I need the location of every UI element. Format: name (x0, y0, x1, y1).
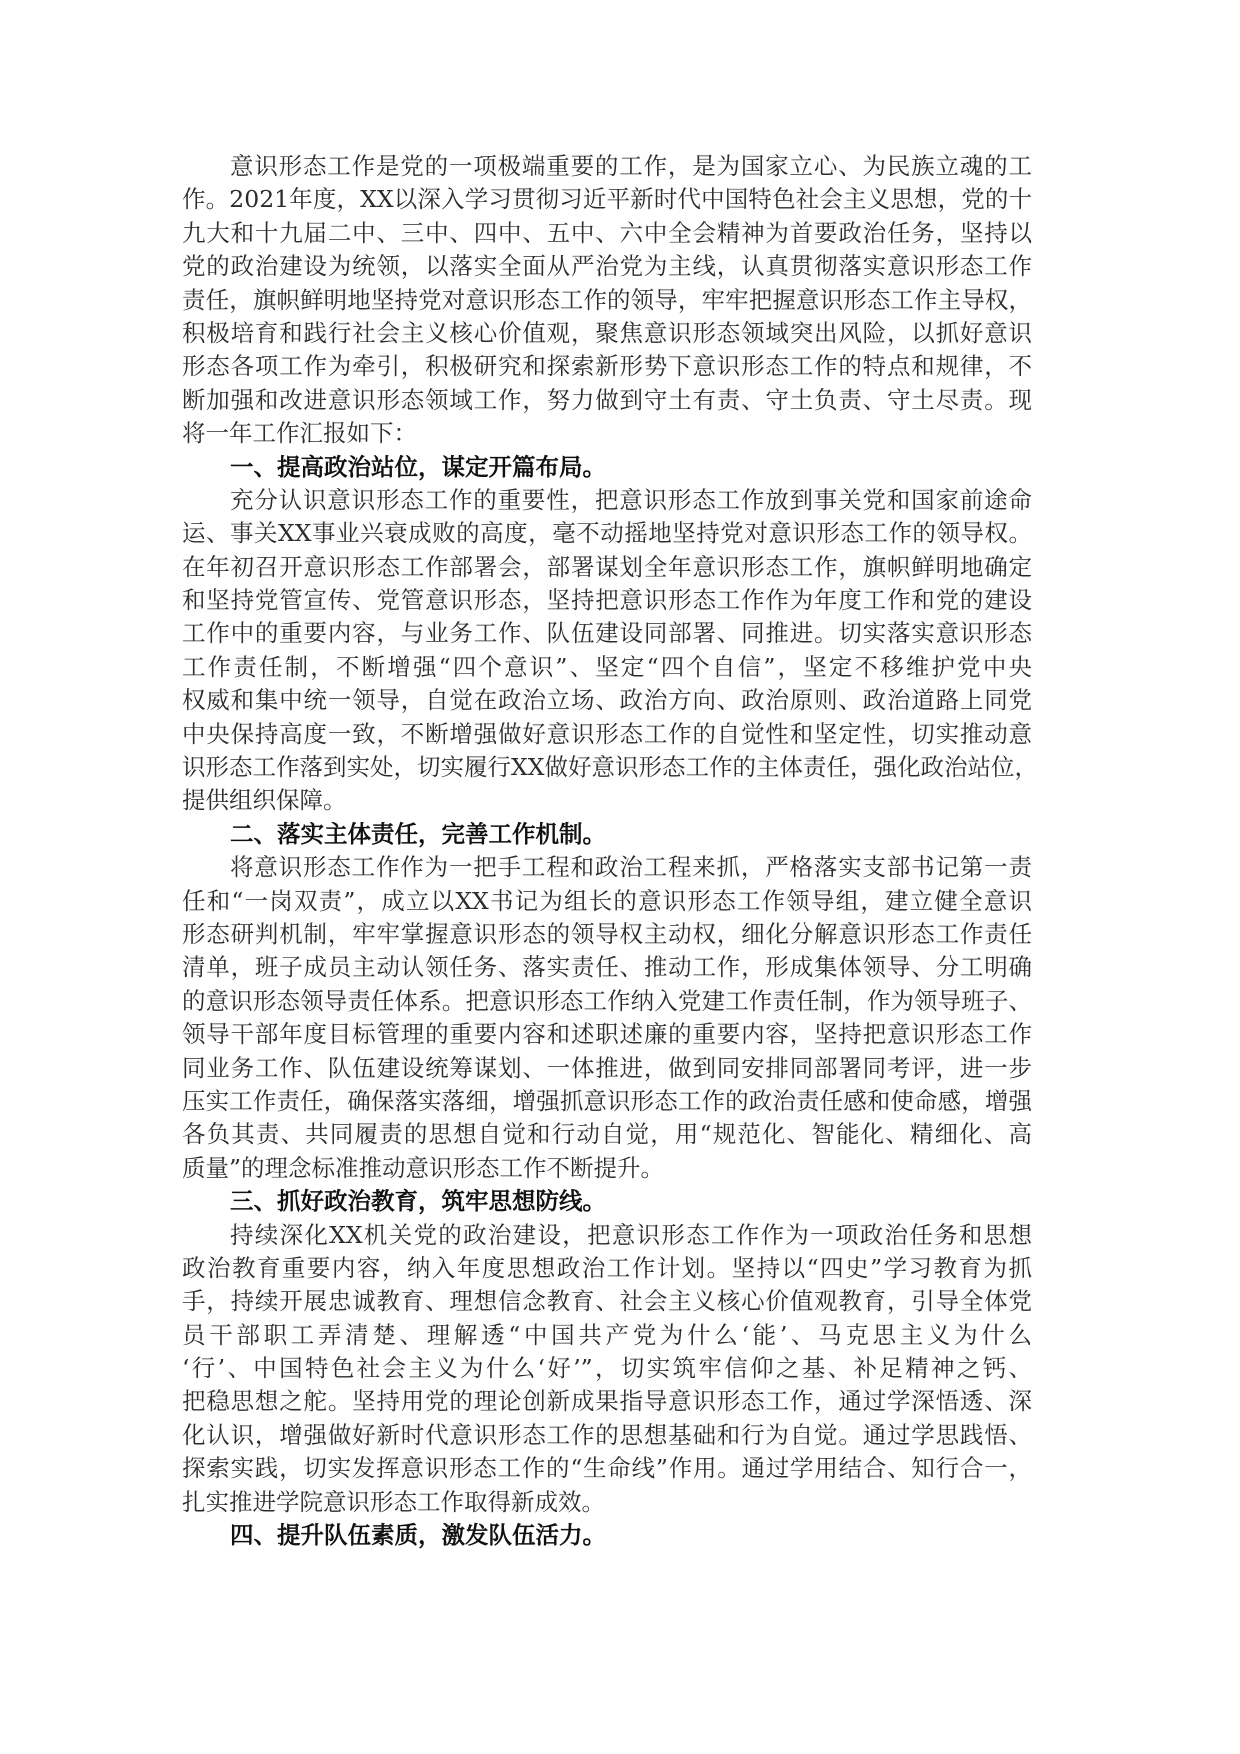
paragraph-line: 质量”的理念标准推动意识形态工作不断提升。 (182, 1153, 665, 1182)
paragraph-line: ‘行’、中国特色社会主义为什么‘好’”，切实筑牢信仰之基、补足精神之钙、 (182, 1354, 1032, 1383)
document-page (182, 150, 1038, 1552)
paragraph-line: 领导干部年度目标管理的重要内容和述职述廉的重要内容，坚持把意识形态工作 (182, 1020, 1032, 1049)
paragraph-line: 将一年工作汇报如下： (182, 419, 417, 448)
paragraph-line: 责任，旗帜鲜明地坚持党对意识形态工作的领导，牢牢把握意识形态工作主导权， (182, 285, 1032, 314)
paragraph-line: 同业务工作、队伍建设统筹谋划、一体推进，做到同安排同部署同考评，进一步 (182, 1053, 1032, 1082)
paragraph-line: 把稳思想之舵。坚持用党的理论创新成果指导意识形态工作，通过学深悟透、深 (182, 1387, 1032, 1416)
paragraph-line: 持续深化XX机关党的政治建设，把意识形态工作作为一项政治任务和思想 (230, 1220, 1032, 1249)
paragraph-line: 中央保持高度一致，不断增强做好意识形态工作的自觉性和坚定性，切实推动意 (182, 719, 1032, 748)
paragraph-line: 员干部职工弄清楚、理解透“中国共产党为什么‘能’、马克思主义为什么 (182, 1320, 1032, 1349)
section-heading: 二、落实主体责任，完善工作机制。 (230, 819, 606, 848)
section-heading: 一、提高政治站位，谋定开篇布局。 (230, 452, 606, 481)
section-heading: 三、抓好政治教育，筑牢思想防线。 (230, 1187, 606, 1216)
paragraph-line: 提供组织保障。 (182, 786, 347, 815)
paragraph-line: 形态各项工作为牵引，积极研究和探索新形势下意识形态工作的特点和规律，不 (182, 352, 1032, 381)
paragraph-line: 断加强和改进意识形态领域工作，努力做到守土有责、守土负责、守土尽责。现 (182, 385, 1032, 414)
paragraph-line: 任和“一岗双责”，成立以XX书记为组长的意识形态工作领导组，建立健全意识 (182, 886, 1032, 915)
paragraph-line: 工作责任制，不断增强“四个意识”、坚定“四个自信”，坚定不移维护党中央 (182, 652, 1032, 681)
paragraph-line: 探索实践，切实发挥意识形态工作的“生命线”作用。通过学用结合、知行合一， (182, 1454, 1032, 1483)
paragraph-line: 各负其责、共同履责的思想自觉和行动自觉，用“规范化、智能化、精细化、高 (182, 1120, 1032, 1149)
paragraph-line: 充分认识意识形态工作的重要性，把意识形态工作放到事关党和国家前途命 (230, 485, 1032, 514)
paragraph-line: 意识形态工作是党的一项极端重要的工作，是为国家立心、为民族立魂的工 (230, 152, 1032, 180)
paragraph-line: 作。2021年度，XX以深入学习贯彻习近平新时代中国特色社会主义思想，党的十 (182, 185, 1032, 214)
paragraph-line: 压实工作责任，确保落实落细，增强抓意识形态工作的政治责任感和使命感，增强 (182, 1086, 1032, 1115)
paragraph-line: 党的政治建设为统领，以落实全面从严治党为主线，认真贯彻落实意识形态工作 (182, 252, 1032, 281)
paragraph-line: 将意识形态工作作为一把手工程和政治工程来抓，严格落实支部书记第一责 (230, 853, 1032, 882)
paragraph-line: 工作中的重要内容，与业务工作、队伍建设同部署、同推进。切实落实意识形态 (182, 619, 1032, 648)
paragraph-line: 形态研判机制，牢牢掌握意识形态的领导权主动权，细化分解意识形态工作责任 (182, 919, 1032, 948)
paragraph-line: 清单，班子成员主动认领任务、落实责任、推动工作，形成集体领导、分工明确 (182, 953, 1032, 982)
section-heading: 四、提升队伍素质，激发队伍活力。 (230, 1521, 606, 1550)
paragraph-line: 扎实推进学院意识形态工作取得新成效。 (182, 1487, 605, 1516)
paragraph-line: 在年初召开意识形态工作部署会，部署谋划全年意识形态工作，旗帜鲜明地确定 (182, 552, 1032, 581)
paragraph-line: 权威和集中统一领导，自觉在政治立场、政治方向、政治原则、政治道路上同党 (182, 686, 1032, 715)
paragraph-line: 和坚持党管宣传、党管意识形态，坚持把意识形态工作作为年度工作和党的建设 (182, 586, 1032, 615)
paragraph-line: 手，持续开展忠诚教育、理想信念教育、社会主义核心价值观教育，引导全体党 (182, 1287, 1032, 1316)
paragraph-line: 政治教育重要内容，纳入年度思想政治工作计划。坚持以“四史”学习教育为抓 (182, 1253, 1032, 1282)
paragraph-line: 积极培育和践行社会主义核心价值观，聚焦意识形态领域突出风险，以抓好意识 (182, 318, 1032, 347)
paragraph-line: 识形态工作落到实处，切实履行XX做好意识形态工作的主体责任，强化政治站位， (182, 753, 1038, 782)
paragraph-line: 的意识形态领导责任体系。把意识形态工作纳入党建工作责任制，作为领导班子、 (182, 986, 1032, 1015)
paragraph-line: 运、事关XX事业兴衰成败的高度，毫不动摇地坚持党对意识形态工作的领导权。 (182, 519, 1032, 548)
paragraph-line: 九大和十九届二中、三中、四中、五中、六中全会精神为首要政治任务，坚持以 (182, 218, 1032, 247)
paragraph-line: 化认识，增强做好新时代意识形态工作的思想基础和行为自觉。通过学思践悟、 (182, 1420, 1032, 1449)
